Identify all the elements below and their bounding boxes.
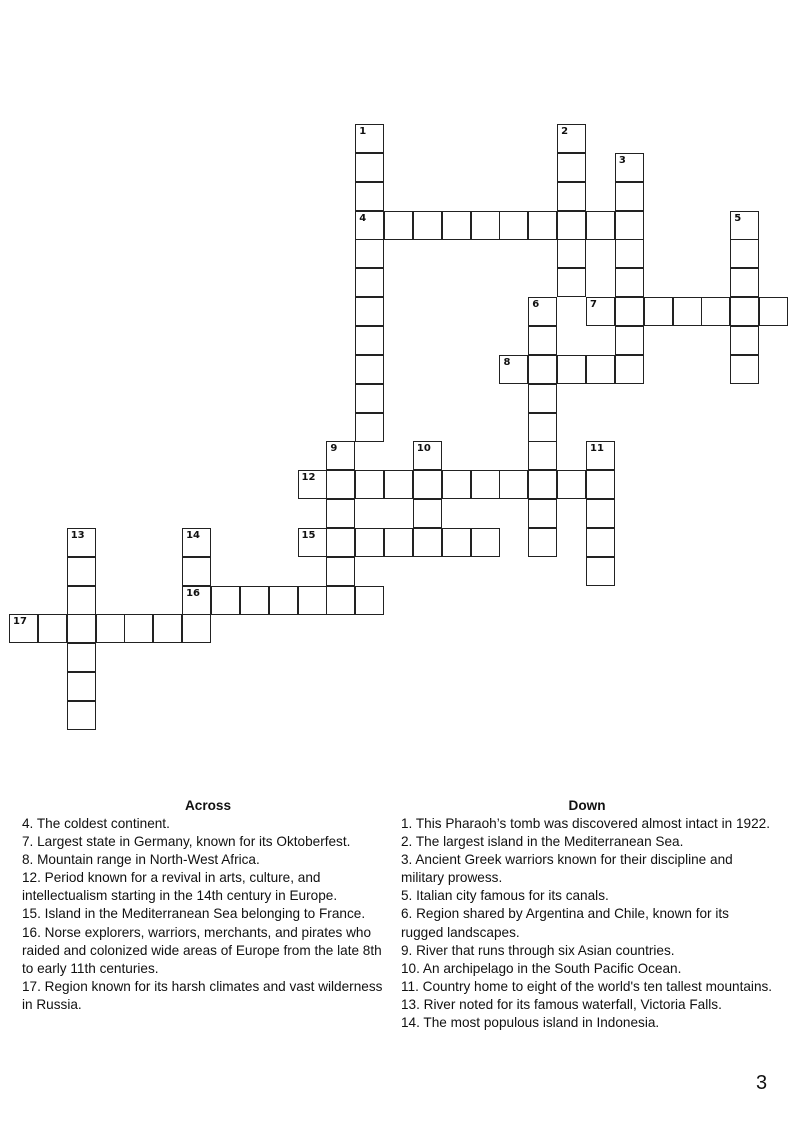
grid-cell[interactable] bbox=[326, 586, 355, 615]
grid-cell[interactable] bbox=[355, 153, 384, 182]
clue-down-11: 11. Country home to eight of the world's ten tallest mountains. bbox=[401, 978, 773, 994]
grid-cell[interactable] bbox=[298, 586, 327, 615]
cell-number: 9 bbox=[330, 443, 338, 455]
grid-cell[interactable] bbox=[557, 355, 586, 384]
cell-number: 3 bbox=[618, 154, 626, 166]
grid-cell[interactable] bbox=[528, 470, 557, 499]
grid-cell[interactable] bbox=[96, 614, 125, 643]
grid-cell[interactable] bbox=[730, 211, 759, 240]
clue-down-3: 3. Ancient Greek warriors known for their discipline and military prowess. bbox=[401, 852, 733, 886]
across-clues bbox=[22, 797, 394, 1014]
grid-cell[interactable] bbox=[730, 326, 759, 355]
grid-cell[interactable] bbox=[499, 470, 528, 499]
grid-cell[interactable] bbox=[528, 355, 557, 384]
grid-cell[interactable] bbox=[586, 297, 615, 326]
grid-cell[interactable] bbox=[528, 384, 557, 413]
grid-cell[interactable] bbox=[730, 268, 759, 297]
grid-cell[interactable] bbox=[557, 470, 586, 499]
grid-cell[interactable] bbox=[615, 211, 644, 240]
grid-cell[interactable] bbox=[211, 586, 240, 615]
grid-cell[interactable] bbox=[240, 586, 269, 615]
grid-cell[interactable] bbox=[586, 355, 615, 384]
grid-cell[interactable] bbox=[557, 268, 586, 297]
cell-number: 5 bbox=[734, 212, 742, 224]
cell-number: 1 bbox=[359, 126, 367, 137]
grid-cell[interactable] bbox=[499, 211, 528, 240]
grid-cell[interactable] bbox=[413, 470, 442, 499]
grid-cell[interactable] bbox=[730, 239, 759, 268]
grid-cell[interactable] bbox=[298, 470, 327, 499]
grid-cell[interactable] bbox=[471, 211, 500, 240]
grid-cell[interactable] bbox=[615, 239, 644, 268]
clue-across-7: 7. Largest state in Germany, known for its Oktoberfest. bbox=[22, 834, 351, 850]
grid-cell[interactable] bbox=[355, 239, 384, 268]
cell-number: 12 bbox=[301, 472, 316, 484]
grid-cell[interactable] bbox=[499, 355, 528, 384]
grid-cell[interactable] bbox=[615, 153, 644, 182]
grid-cell[interactable] bbox=[471, 528, 500, 557]
cell-number: 13 bbox=[70, 529, 85, 541]
grid-cell[interactable] bbox=[269, 586, 298, 615]
grid-cell[interactable] bbox=[67, 672, 96, 701]
grid-cell[interactable] bbox=[528, 441, 557, 470]
grid-cell[interactable] bbox=[67, 643, 96, 672]
down-clues bbox=[401, 797, 773, 1032]
grid-cell[interactable] bbox=[326, 499, 355, 528]
grid-cell[interactable] bbox=[615, 355, 644, 384]
grid-cell[interactable] bbox=[528, 499, 557, 528]
grid-cell[interactable] bbox=[586, 470, 615, 499]
grid-cell[interactable] bbox=[442, 528, 471, 557]
grid-cell[interactable] bbox=[615, 326, 644, 355]
cell-number: 10 bbox=[416, 443, 431, 455]
clue-down-6: 6. Region shared by Argentina and Chile, known for its rugged landscapes. bbox=[401, 906, 729, 940]
clue-down-13: 13. River noted for its famous waterfall, Victoria Falls. bbox=[401, 996, 722, 1012]
cell-number: 14 bbox=[186, 529, 201, 541]
cell-number: 4 bbox=[359, 212, 367, 224]
cell-number: 15 bbox=[301, 529, 316, 541]
grid-cell[interactable] bbox=[586, 499, 615, 528]
grid-cell[interactable] bbox=[413, 528, 442, 557]
grid-cell[interactable] bbox=[124, 614, 153, 643]
grid-cell[interactable] bbox=[528, 326, 557, 355]
grid-cell[interactable] bbox=[355, 355, 384, 384]
cell-number: 8 bbox=[503, 356, 511, 368]
grid-cell[interactable] bbox=[615, 268, 644, 297]
grid-cell[interactable] bbox=[355, 211, 384, 240]
grid-cell[interactable] bbox=[615, 297, 644, 326]
clue-across-15: 15. Island in the Mediterranean Sea belonging to France. bbox=[22, 906, 366, 922]
clue-down-14: 14. The most populous island in Indonesia. bbox=[401, 1015, 660, 1031]
grid-cell[interactable] bbox=[355, 413, 384, 442]
cell-number: 16 bbox=[186, 587, 201, 599]
grid-cell[interactable] bbox=[586, 211, 615, 240]
grid-cell[interactable] bbox=[355, 586, 384, 615]
grid-cell[interactable] bbox=[298, 528, 327, 557]
grid-cell[interactable] bbox=[384, 211, 413, 240]
grid-cell[interactable] bbox=[528, 528, 557, 557]
grid-cell[interactable] bbox=[355, 384, 384, 413]
cell-number: 11 bbox=[590, 443, 604, 455]
grid-cell[interactable] bbox=[644, 297, 673, 326]
grid-cell[interactable] bbox=[153, 614, 182, 643]
cell-number: 2 bbox=[561, 126, 569, 137]
clue-across-17: 17. Region known for its harsh climates and vast wilderness in Russia. bbox=[22, 978, 383, 1012]
grid-cell[interactable] bbox=[557, 124, 586, 153]
grid-cell[interactable] bbox=[182, 528, 211, 557]
clue-down-5: 5. Italian city famous for its canals. bbox=[401, 888, 609, 904]
clue-across-4: 4. The coldest continent. bbox=[22, 816, 170, 831]
clue-down-10: 10. An archipelago in the South Pacific Ocean. bbox=[401, 960, 682, 976]
grid-cell[interactable] bbox=[557, 211, 586, 240]
grid-cell[interactable] bbox=[701, 297, 730, 326]
clue-across-16: 16. Norse explorers, warriors, merchants, and pirates who raided and colonized wide areas of Europe from the late 8th to early 11th centuries. bbox=[22, 924, 382, 976]
grid-cell[interactable] bbox=[557, 182, 586, 211]
grid-cell[interactable] bbox=[326, 441, 355, 470]
grid-cell[interactable] bbox=[182, 614, 211, 643]
clue-across-8: 8. Mountain range in North-West Africa. bbox=[22, 852, 260, 868]
grid-cell[interactable] bbox=[528, 297, 557, 326]
clue-down-1: 1. This Pharaoh’s tomb was discovered almost intact in 1922. bbox=[401, 816, 770, 831]
grid-cell[interactable] bbox=[759, 297, 788, 326]
cell-number: 17 bbox=[13, 616, 27, 628]
grid-cell[interactable] bbox=[182, 557, 211, 586]
page-number: 3 bbox=[756, 1072, 768, 1094]
grid-cell[interactable] bbox=[355, 182, 384, 211]
clue-down-2: 2. The largest island in the Mediterranean Sea. bbox=[401, 834, 684, 850]
grid-cell[interactable] bbox=[355, 528, 384, 557]
grid-cell[interactable] bbox=[326, 470, 355, 499]
across-heading: Across bbox=[184, 798, 232, 813]
clue-down-9: 9. River that runs through six Asian countries. bbox=[401, 942, 675, 958]
grid-cell[interactable] bbox=[442, 470, 471, 499]
grid-cell[interactable] bbox=[355, 470, 384, 499]
grid-cell[interactable] bbox=[528, 211, 557, 240]
grid-cell[interactable] bbox=[355, 326, 384, 355]
grid-cell[interactable] bbox=[326, 528, 355, 557]
grid-cell[interactable] bbox=[67, 614, 96, 643]
grid-cell[interactable] bbox=[586, 441, 615, 470]
grid-cell[interactable] bbox=[67, 701, 96, 730]
grid-cell[interactable] bbox=[413, 441, 442, 470]
cell-number: 7 bbox=[590, 299, 597, 311]
grid-cell[interactable] bbox=[413, 499, 442, 528]
grid-cell[interactable] bbox=[355, 124, 384, 153]
grid-cell[interactable] bbox=[615, 182, 644, 211]
grid-cell[interactable] bbox=[557, 153, 586, 182]
grid-cell[interactable] bbox=[557, 239, 586, 268]
grid-cell[interactable] bbox=[384, 528, 413, 557]
grid-cell[interactable] bbox=[471, 470, 500, 499]
grid-cell[interactable] bbox=[67, 557, 96, 586]
grid-cell[interactable] bbox=[730, 297, 759, 326]
down-heading: Down bbox=[568, 798, 606, 813]
grid-cell[interactable] bbox=[413, 211, 442, 240]
grid-cell[interactable] bbox=[384, 470, 413, 499]
grid-cell[interactable] bbox=[38, 614, 67, 643]
grid-cell[interactable] bbox=[730, 355, 759, 384]
cell-number: 6 bbox=[532, 299, 540, 311]
grid-cell[interactable] bbox=[586, 557, 615, 586]
grid-cell[interactable] bbox=[9, 614, 38, 643]
grid-cell[interactable] bbox=[586, 528, 615, 557]
grid-cell[interactable] bbox=[326, 557, 355, 586]
grid-cell[interactable] bbox=[528, 413, 557, 442]
grid-cell[interactable] bbox=[673, 297, 702, 326]
grid-cell[interactable] bbox=[67, 528, 96, 557]
grid-cell[interactable] bbox=[67, 586, 96, 615]
grid-cell[interactable] bbox=[182, 586, 211, 615]
clue-across-12: 12. Period known for a revival in arts, culture, and intellectualism starting in the 14th century in Europe. bbox=[22, 870, 338, 904]
grid-cell[interactable] bbox=[442, 211, 471, 240]
grid-cell[interactable] bbox=[355, 268, 384, 297]
grid-cell[interactable] bbox=[355, 297, 384, 326]
